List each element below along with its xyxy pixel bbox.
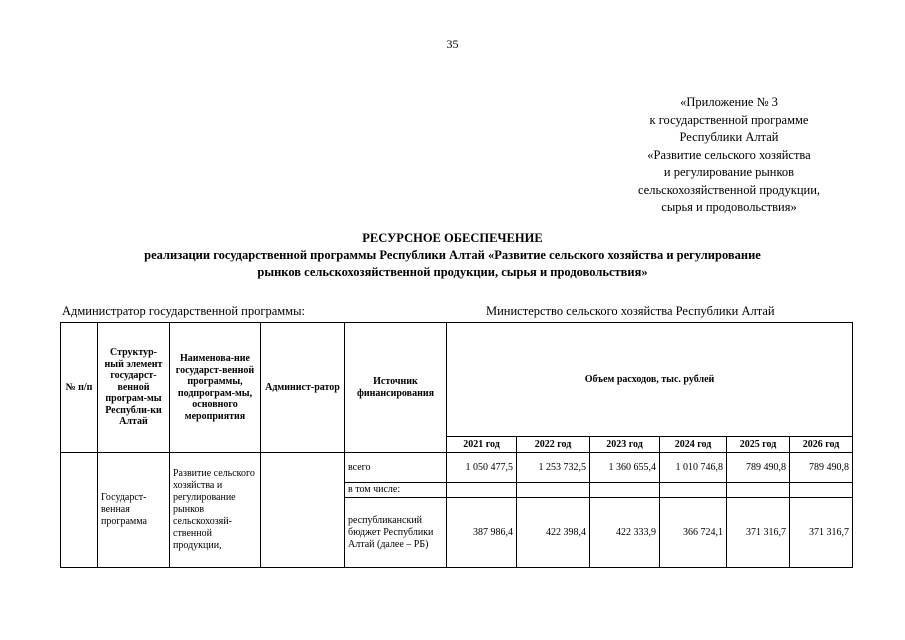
table-row bbox=[61, 453, 853, 483]
appendix-line: к государственной программе bbox=[649, 112, 809, 127]
year-header: 2023 год bbox=[590, 437, 660, 453]
cell-source: в том числе: bbox=[345, 483, 447, 498]
appendix-line: сельскохозяйственной продукции, bbox=[637, 182, 821, 197]
cell-source: республиканский бюджет Республики Алтай (далее – РБ) bbox=[345, 498, 447, 568]
cell-value bbox=[517, 483, 590, 498]
cell-value: 422 333,9 bbox=[590, 498, 660, 568]
cell-value: 371 316,7 bbox=[790, 498, 853, 568]
header-name: Наименова-ние государст-венной программы, подпрограм-мы, основного мероприятия bbox=[170, 323, 261, 453]
year-header: 2025 год bbox=[727, 437, 790, 453]
title-line-1: РЕСУРСНОЕ ОБЕСПЕЧЕНИЕ bbox=[362, 231, 543, 245]
title-line-2: реализации государственной программы Республики Алтай «Развитие сельского хозяйства и регулирование bbox=[144, 248, 761, 262]
year-header: 2021 год bbox=[447, 437, 517, 453]
cell-value: 371 316,7 bbox=[727, 498, 790, 568]
header-volume: Объем расходов, тыс. рублей bbox=[447, 323, 853, 437]
appendix-line: «Приложение № 3 bbox=[680, 95, 778, 109]
appendix-line: сырья и продовольствия» bbox=[661, 200, 797, 214]
header-row bbox=[61, 323, 853, 437]
cell-source: всего bbox=[345, 453, 447, 483]
cell-value: 422 398,4 bbox=[517, 498, 590, 568]
cell-value bbox=[727, 483, 790, 498]
cell-value: 366 724,1 bbox=[660, 498, 727, 568]
cell-admin bbox=[261, 453, 345, 568]
appendix-line: «Развитие сельского хозяйства bbox=[647, 147, 811, 162]
cell-value: 1 050 477,5 bbox=[447, 453, 517, 483]
document-title bbox=[60, 230, 845, 281]
cell-num bbox=[61, 453, 98, 568]
appendix-line: Республики Алтай bbox=[679, 130, 779, 144]
cell-value bbox=[590, 483, 660, 498]
cell-name: Развитие сельского хозяйства и регулирование рынков сельскохозяй-ственной продукции, bbox=[170, 453, 261, 568]
administrator-value: Министерство сельского хозяйства Республики Алтай bbox=[486, 304, 775, 318]
resource-table bbox=[60, 322, 853, 568]
cell-value bbox=[660, 483, 727, 498]
cell-value bbox=[447, 483, 517, 498]
appendix-line: и регулирование рынков bbox=[663, 165, 795, 179]
header-source: Источник финансирования bbox=[345, 323, 447, 453]
cell-value: 1 360 655,4 bbox=[590, 453, 660, 483]
year-header: 2024 год bbox=[660, 437, 727, 453]
cell-value: 1 253 732,5 bbox=[517, 453, 590, 483]
title-line-3: рынков сельскохозяйственной продукции, сырья и продовольствия» bbox=[257, 265, 648, 279]
year-header: 2022 год bbox=[517, 437, 590, 453]
appendix-block bbox=[583, 94, 875, 217]
year-header: 2026 год bbox=[790, 437, 853, 453]
cell-value bbox=[790, 483, 853, 498]
cell-value: 387 986,4 bbox=[447, 498, 517, 568]
cell-value: 789 490,8 bbox=[790, 453, 853, 483]
cell-element: Государст-венная программа bbox=[98, 453, 170, 568]
page-number: 35 bbox=[446, 37, 459, 51]
header-num: № п/п bbox=[61, 323, 98, 453]
header-element: Структур-ный элемент государст-венной програм-мы Республи-ки Алтай bbox=[98, 323, 170, 453]
header-admin: Админист-ратор bbox=[261, 323, 345, 453]
administrator-label: Администратор государственной программы: bbox=[62, 304, 305, 318]
cell-value: 1 010 746,8 bbox=[660, 453, 727, 483]
cell-value: 789 490,8 bbox=[727, 453, 790, 483]
